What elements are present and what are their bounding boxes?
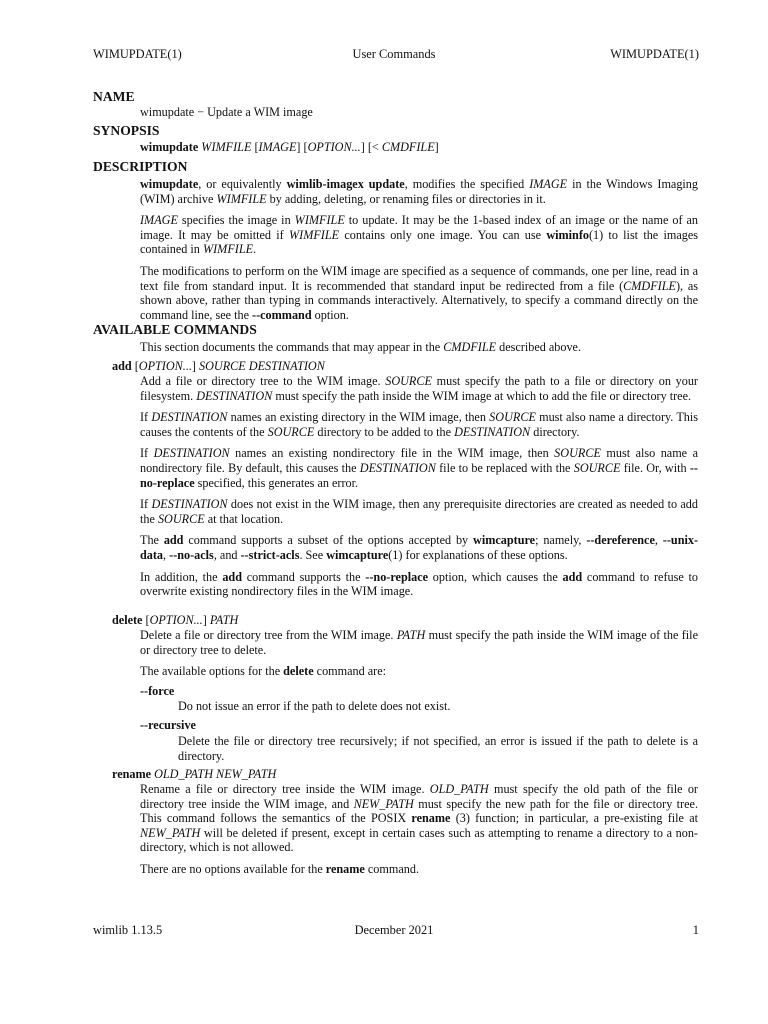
add-paragraph: Add a file or directory tree to the WIM image. SOURCE must specify the path to a file or directory on your filesystem. DESTINATION must specify the path inside the WIM image at which to add the file or directory tree. — [140, 374, 698, 403]
option-desc-force: Do not issue an error if the path to delete does not exist. — [178, 699, 451, 713]
section-heading-description: DESCRIPTION — [93, 159, 188, 174]
footer-center: December 2021 — [354, 923, 434, 937]
footer-page-number: 1 — [692, 923, 699, 937]
option-term-recursive: --recursive — [140, 718, 196, 732]
section-heading-synopsis: SYNOPSIS — [93, 123, 160, 138]
option-term-force: --force — [140, 684, 175, 698]
command-body-rename — [140, 782, 698, 884]
command-term-rename: rename OLD_PATH NEW_PATH — [112, 767, 277, 781]
header-left: WIMUPDATE(1) — [93, 47, 182, 61]
delete-paragraph: Delete a file or directory tree from the WIM image. PATH must specify the path inside the WIM image of the file or directory tree to delete. — [140, 628, 698, 657]
description-paragraph: The modifications to perform on the WIM image are specified as a sequence of commands, one per line, read in a text file from standard input. It is recommended that standard input be redirected from a file (CMDFILE), as shown above, rather than typing in commands interactively. Alternatively, to specify a command directly on the command line, see the --command option. — [140, 263, 698, 322]
available-intro: This section documents the commands that may appear in the CMDFILE described above. — [140, 340, 582, 354]
command-body-add — [140, 374, 698, 606]
description-paragraph: wimupdate, or equivalently wimlib-imagex update, modifies the specified IMAGE in the Windows Imaging (WIM) archive WIMFILE by adding, deleting, or renaming files or directories in it. — [140, 177, 698, 206]
add-paragraph: The add command supports a subset of the options accepted by wimcapture; namely, --dereference, --unix-data, --no-acls, and --strict-acls. See wimcapture(1) for explanations of these options. — [140, 533, 699, 562]
add-paragraph: If DESTINATION does not exist in the WIM image, then any prerequisite directories are created as needed to add the SOURCE at that location. — [140, 497, 698, 526]
rename-paragraph: There are no options available for the rename command. — [140, 861, 419, 876]
description-body — [140, 177, 698, 329]
name-text: wimupdate − Update a WIM image — [140, 105, 313, 119]
option-desc-recursive: Delete the file or directory tree recursively; if not specified, an error is issued if the path to delete is a directory. — [178, 734, 698, 763]
add-paragraph: If DESTINATION names an existing directory in the WIM image, then SOURCE must also name a directory. This causes the contents of the SOURCE directory to be added to the DESTINATION directory. — [140, 410, 699, 439]
section-heading-name: NAME — [93, 89, 135, 104]
description-paragraph: IMAGE specifies the image in WIMFILE to update. It may be the 1-based index of an image or the name of an image. It may be omitted if WIMFILE contains only one image. You can use wiminfo(1) to list the images contained in WIMFILE. — [140, 213, 698, 257]
command-body-delete — [140, 628, 698, 686]
delete-paragraph: The available options for the delete command are: — [140, 664, 387, 679]
add-paragraph: In addition, the add command supports the --no-replace option, which causes the add command to refuse to overwrite existing nondirectory files in the WIM image. — [140, 569, 699, 599]
synopsis-text: wimupdate WIMFILE [IMAGE] [OPTION...] [< CMDFILE] — [140, 140, 439, 154]
command-term-add: add [OPTION...] SOURCE DESTINATION — [112, 359, 325, 373]
footer-left: wimlib 1.13.5 — [93, 923, 163, 937]
add-paragraph: If DESTINATION names an existing nondirectory file in the WIM image, then SOURCE must also name a nondirectory file. By default, this causes the DESTINATION file to be replaced with the SOURCE file. Or, with --no-replace specified, this generates an error. — [140, 446, 698, 490]
rename-paragraph: Rename a file or directory tree inside the WIM image. OLD_PATH must specify the old path of the file or directory tree inside the WIM image, and NEW_PATH must specify the new path for the file or directory tree. This command follows the semantics of the POSIX rename (3) function; in particular, a pre-existing file at NEW_PATH will be deleted if present, except in certain cases such as attempting to rename a directory to a non-directory, which is not allowed. — [140, 782, 698, 855]
command-term-delete: delete [OPTION...] PATH — [112, 613, 239, 627]
header-right: WIMUPDATE(1) — [610, 47, 699, 61]
header-center: User Commands — [352, 47, 436, 61]
section-heading-available-commands: AVAILABLE COMMANDS — [93, 322, 257, 337]
